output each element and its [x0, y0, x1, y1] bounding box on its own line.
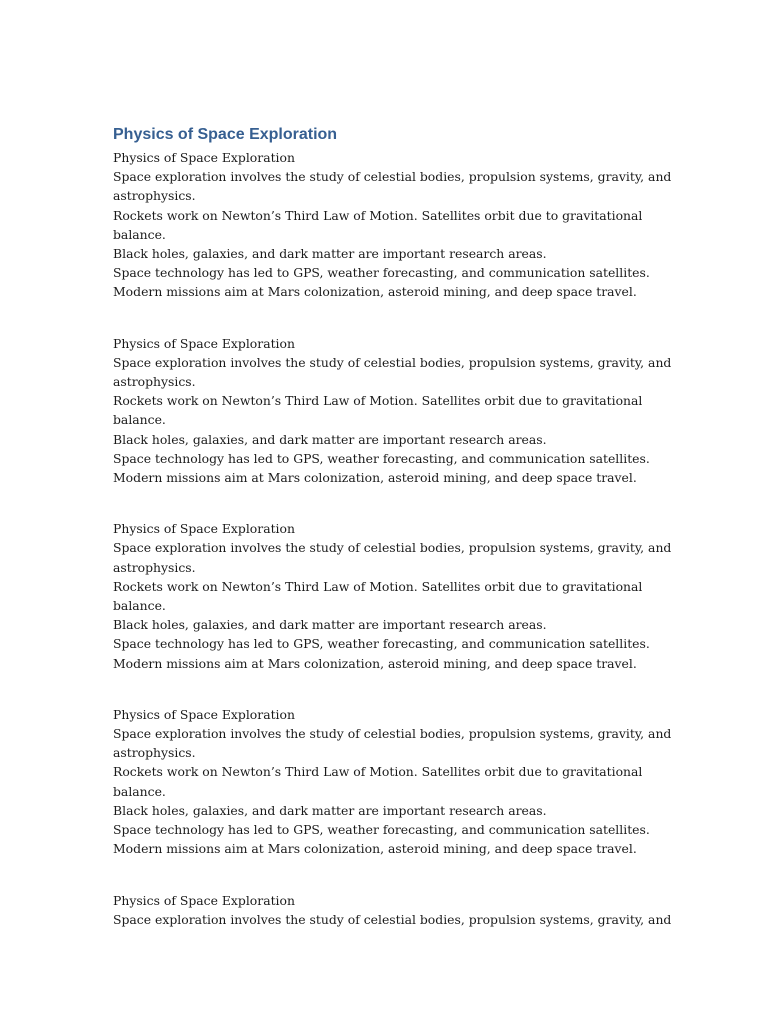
- paragraph-line: Black holes, galaxies, and dark matter are important research areas.: [113, 431, 547, 447]
- paragraph-line: balance.: [113, 412, 166, 428]
- paragraph-line: balance.: [113, 226, 166, 242]
- paragraph-line: astrophysics.: [113, 559, 196, 575]
- paragraph-line: astrophysics.: [113, 374, 196, 390]
- paragraph-line: Modern missions aim at Mars colonization, asteroid mining, and deep space travel.: [113, 284, 637, 300]
- paragraph-line: Black holes, galaxies, and dark matter are important research areas.: [113, 617, 547, 633]
- document-section: [113, 705, 673, 859]
- document-section: [113, 148, 673, 302]
- paragraph-line: balance.: [113, 598, 166, 614]
- paragraph-line: balance.: [113, 783, 166, 799]
- paragraph-line: Physics of Space Exploration: [113, 706, 295, 722]
- paragraph-line: Space technology has led to GPS, weather forecasting, and communication satellites.: [113, 636, 650, 652]
- paragraph-line: Space exploration involves the study of celestial bodies, propulsion systems, gravity, and: [113, 540, 672, 556]
- paragraph-line: Physics of Space Exploration: [113, 335, 295, 351]
- paragraph-line: Space exploration involves the study of celestial bodies, propulsion systems, gravity, and: [113, 169, 672, 185]
- paragraph-line: astrophysics.: [113, 188, 196, 204]
- document-heading: Physics of Space Exploration: [113, 126, 338, 143]
- paragraph-line: Rockets work on Newton’s Third Law of Motion. Satellites orbit due to gravitational: [113, 393, 643, 409]
- paragraph-line: Space exploration involves the study of celestial bodies, propulsion systems, gravity, and: [113, 354, 672, 370]
- paragraph-line: Space technology has led to GPS, weather forecasting, and communication satellites.: [113, 450, 650, 466]
- paragraph-line: Black holes, galaxies, and dark matter are important research areas.: [113, 802, 547, 818]
- paragraph-line: Physics of Space Exploration: [113, 892, 295, 908]
- paragraph-line: Modern missions aim at Mars colonization, asteroid mining, and deep space travel.: [113, 655, 637, 671]
- document-section: [113, 519, 673, 673]
- paragraph-line: Physics of Space Exploration: [113, 150, 295, 165]
- paragraph-line: Physics of Space Exploration: [113, 521, 295, 537]
- document-body: [113, 124, 673, 961]
- paragraph-line: Space exploration involves the study of celestial bodies, propulsion systems, gravity, and: [113, 726, 672, 742]
- paragraph-line: Rockets work on Newton’s Third Law of Motion. Satellites orbit due to gravitational: [113, 207, 643, 223]
- paragraph-line: astrophysics.: [113, 745, 196, 761]
- paragraph-line: Space technology has led to GPS, weather forecasting, and communication satellites.: [113, 822, 650, 838]
- paragraph-line: Black holes, galaxies, and dark matter are important research areas.: [113, 246, 547, 262]
- paragraph-line: Space technology has led to GPS, weather forecasting, and communication satellites.: [113, 265, 650, 281]
- document-section: [113, 891, 673, 929]
- paragraph-line: Space exploration involves the study of celestial bodies, propulsion systems, gravity, and: [113, 911, 672, 927]
- paragraph-line: Modern missions aim at Mars colonization, asteroid mining, and deep space travel.: [113, 470, 637, 486]
- document-section: [113, 334, 673, 488]
- paragraph-line: Rockets work on Newton’s Third Law of Motion. Satellites orbit due to gravitational: [113, 764, 643, 780]
- paragraph-line: Modern missions aim at Mars colonization, asteroid mining, and deep space travel.: [113, 841, 637, 857]
- paragraph-line: Rockets work on Newton’s Third Law of Motion. Satellites orbit due to gravitational: [113, 578, 643, 594]
